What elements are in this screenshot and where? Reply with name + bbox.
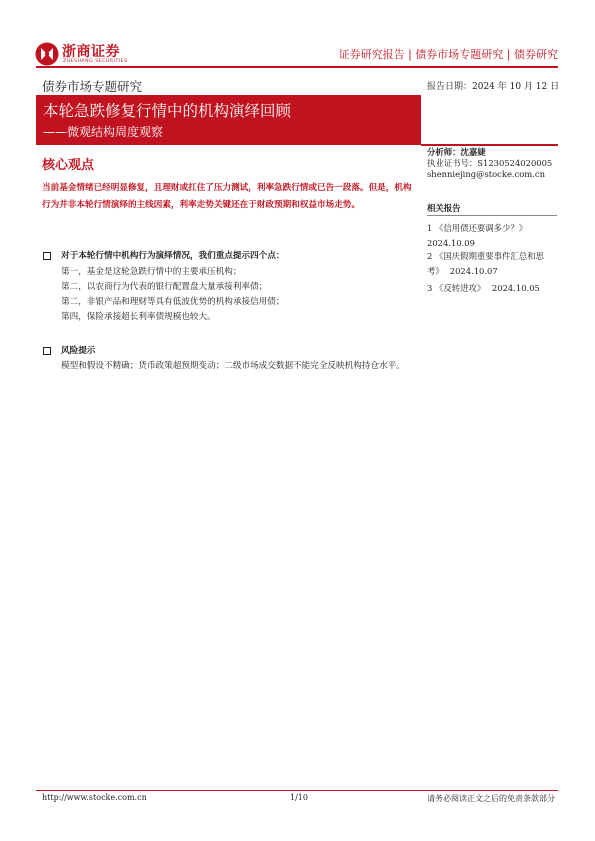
point-item: 第二，非银产品和理财等具有低波优势的机构承接信用债； [61,297,285,307]
report-date: 报告日期：2024 年 10 月 12 日 [427,82,560,92]
page-number: 1/10 [290,793,308,802]
related-reports-heading: 相关报告 [427,203,461,213]
related-divider [427,215,557,216]
related-report-title: 2 《国庆假期重要事件汇总和思 [427,251,544,261]
core-view-heading: 核心观点 [42,158,95,173]
related-report-date: 2024.10.05 [491,283,540,293]
institution-points-heading: 对于本轮行情中机构行为演绎情况，我们重点提示四个点： [61,251,285,261]
point-item: 第四，保险承接超长利率债规模也较大。 [61,312,216,322]
related-report-date: 考》 2024.10.07 [427,266,498,276]
footer-disclaimer: 请务必阅读正文之后的免责条款部分 [427,794,555,803]
related-report-date: 2024.10.09 [427,238,475,248]
related-report-item[interactable] [427,282,562,295]
report-title: 本轮急跌修复行情中的机构演绎回顾 [43,102,292,120]
risk-text: 模型和假设不精确；货币政策超预期变动；二级市场成交数据不能完全反映机构持仓水平。 [61,361,405,371]
logo-subtitle: ZHESHANG SECURITIES [63,59,128,64]
analyst-name: 分析师：沈嘉婕 [427,147,486,157]
risk-heading: 风险提示 [61,346,96,356]
analyst-certificate: 执业证书号：S1230524020005 [427,158,553,168]
report-subtitle: ——微观结构周度观察 [43,125,164,139]
logo-name: 浙商证券 [62,44,120,60]
square-bullet-icon [43,347,51,355]
footer-divider [36,790,558,791]
related-report-item[interactable] [427,222,562,250]
analyst-email[interactable]: shenniejing@stocke.com.cn [427,169,545,179]
header-categories: 证券研究报告 | 债券市场专题研究 | 债券研究 [338,48,558,61]
footer-url[interactable]: http://www.stocke.com.cn [42,793,147,802]
related-report-item[interactable] [427,250,562,263]
title-banner [36,95,421,145]
point-item: 第二，以农商行为代表的银行配置盘大量承接利率债； [61,282,268,292]
report-type: 债券市场专题研究 [42,79,143,94]
square-bullet-icon [43,252,51,260]
point-item: 第一，基金是这轮急跌行情中的主要承压机构； [61,267,242,277]
core-view-summary: 当前基金情绪已经明显修复，且理财或扛住了压力测试，利率急跌行情或已告一段落。但是，机构行为并非本轮行情演绎的主线因素，利率走势关键还在于财政预期和权益市场走势。 [42,183,412,210]
header-divider [36,66,558,68]
related-report-title: 1 《信用债还要调多少？》 [427,223,528,233]
related-report-title: 3 《反转进攻》 [427,283,486,293]
zheshang-logo-icon [35,42,59,66]
